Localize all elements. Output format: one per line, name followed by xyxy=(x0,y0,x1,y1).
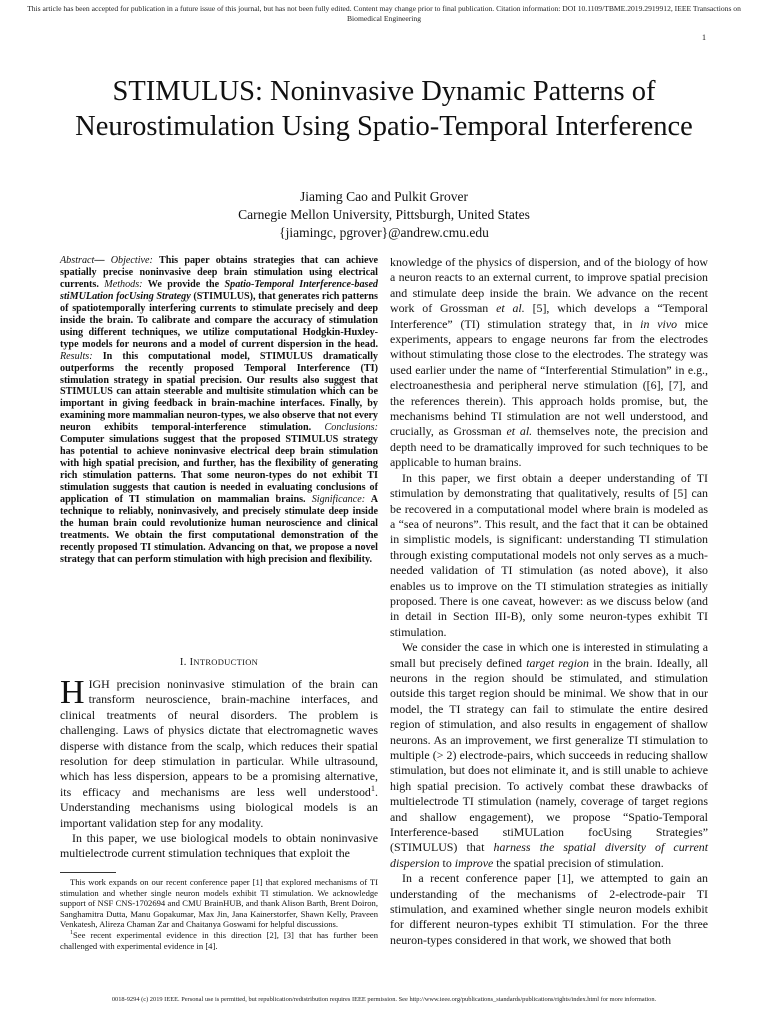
intro-p1-text: IGH precision noninvasive stimulation of the brain can transform neuroscience, brain-machine interfaces, and clinical treatments of neural disorders. The problem is challenging. Laws of physics dictate that electromagnetic waves disperse with distance from the scalp, which reduces their spatial resolution for deep stimulation in particular. While ultrasound, which has less dispersion, appears to be a promising alternative, its efficacy and mechanisms are less well understood xyxy=(60,677,378,799)
methods-name: Spatio-Temporal Interference-based stiMULation focUsing Strategy xyxy=(60,278,378,302)
section-title-rest: NTRODUCTION xyxy=(193,657,259,667)
rc-p3-to: to xyxy=(442,855,452,870)
author-names: Jiaming Cao and Pulkit Grover xyxy=(300,189,468,204)
abstract-lead: Abstract xyxy=(60,255,95,266)
abstract-objective: This paper obtains strategies that can achieve spatially precise noninvasive deep brain stimulation using electrical currents. xyxy=(60,255,378,290)
rc-p3-c: the spatial precision of stimulation. xyxy=(496,855,664,870)
page-number: 1 xyxy=(702,33,706,42)
section-heading-introduction xyxy=(60,657,378,668)
copyright-footer: 0018-9294 (c) 2019 IEEE. Personal use is permitted, but republication/redistribution requires IEEE permission. See http://www.ieee.org/publications_standards/publications/rights/index.html for more information. xyxy=(111,996,657,1003)
rc-p3-improve: improve xyxy=(454,855,494,870)
author-emails: {jiamingc, pgrover}@andrew.cmu.edu xyxy=(279,225,489,240)
methods-post: (STIMULUS), that generates rich patterns of spatiotemporally interfering currents to stimulate precisely and deep inside the brain. To calibrate and compare the accuracy of stimulation using different techniques, we utilize computational Hodgkin-Huxley-type models for neurons and a model of current dispersion in the head. xyxy=(60,290,379,350)
results-label: Results: xyxy=(60,350,93,362)
right-column xyxy=(390,255,708,948)
intro-paragraph-2: In this paper, we use biological models to obtain noninvasive multielectrode current stimulation techniques that exploit the xyxy=(60,831,378,861)
rc-p3-b: in the brain. Ideally, all neurons in the region should be stimulated, and stimulation outside this target region should be minimal. We show that in our model, the TI strategy can fail to stimulate the entire desired region of stimulation, and also results in engagement of shallow neurons. As an improvement, we first generalize TI stimulation to multiple (> 2) electrode-pairs, which succeeds in reducing shallow stimulation, but does not eliminate it, and is still unable to achieve high spatial precision. To actively combat these drawbacks of multielectrode TI stimulation (namely, coverage of target regions and shallow engagement), we propose “Spatio-Temporal Interference-based stiMULation focUsing Strategies” (STIMULUS) that xyxy=(390,655,709,855)
methods-label: Methods: xyxy=(104,278,143,290)
introduction-text xyxy=(60,674,378,862)
right-paragraph-1 xyxy=(390,255,708,471)
rc-p1-d: themselves note, the precision and depth need to be dramatically improved for such techniques to be applicable to human brains. xyxy=(390,424,708,470)
rc-p1-c: mice experiments, appears to engage neurons far from the electrodes without stimulating those close to the electrodes. The strategy was used earlier under the name of “Interferential Stimulation” in e.g., electroanesthesia and peripheral nerve stimulation ([6], [7], and the references therein). This approach holds promise, but, the mechanisms behind TI stimulation are not well understood, and crucially, as Grossman xyxy=(390,316,709,439)
footnote-1-mark: 1 xyxy=(70,930,74,937)
abstract-conclusions: Computer simulations suggest that the proposed STIMULUS strategy has potential to achieve noninvasive electrical deep brain stimulation with high spatial precision, and further, has the flexibility of generating rich stimulation patterns. That some neuron-types do not exhibit TI stimulation suggests that caution is needed in evaluating conclusions of application of TI stimulation on mammalian brains. xyxy=(60,434,378,506)
footnote-ref-1[interactable]: 1 xyxy=(370,783,376,793)
rc-p3-a: We consider the case in which one is interested in stimulating a small but precisely defined xyxy=(390,640,708,670)
abstract-significance: A technique to reliably, noninvasively, and precisely stimulate deep inside the human brain could revolutionize human neuroscience and clinical treatments. We obtain the first computational demonstration of the recently proposed TI stimulation. Advancing on that, we propose a novel strategy that can perform stimulation with high precision and flexibility. xyxy=(60,494,378,565)
footnote-rule xyxy=(60,872,116,873)
right-paragraph-3 xyxy=(390,640,708,871)
abstract: Abstract— Objective: This paper obtains strategies that can achieve spatially precise noninvasive deep brain stimulation using electrical currents. Methods: We provide the Spatio-Temporal Interference-based stiMULation focUsing Strategy (STIMULUS), that generates rich patterns of spatiotemporally interfering currents to stimulate precisely and deep inside the brain. To calibrate and compare the accuracy of stimulation using different techniques, we utilize computational Hodgkin-Huxley-type models for neurons and a model of current dispersion in the head. Results: In this computational model, STIMULUS dramatically outperforms the recently proposed Temporal Interference (TI) stimulation strategy in spatial precision. Our results also suggest that STIMULUS can attain steerable and multisite stimulation which can be important in giving feedback in brain-machine interfaces. Finally, by examining more mammalian neuron-types, we also observe that not every neuron exhibits temporal-interference stimulation. Conclusions: Computer simulations suggest that the proposed STIMULUS strategy has potential to achieve noninvasive electrical deep brain stimulation with high spatial precision, and further, has the flexibility of generating rich stimulation patterns. That some neuron-types do not exhibit TI stimulation suggests that caution is needed in evaluating conclusions of application of TI stimulation on mammalian brains. Significance: A technique to reliably, noninvasively, and precisely stimulate deep inside the human brain could revolutionize human neuroscience and clinical treatments. We obtain the first computational demonstration of the recently proposed TI stimulation. Advancing on that, we propose a novel strategy that can perform stimulation with high precision and flexibility. xyxy=(60,255,379,565)
right-paragraph-2: In this paper, we first obtain a deeper understanding of TI stimulation by demonstrating that qualitatively, results of [5] can be recovered in a computational model where brain is modeled as a “sea of neurons”. This result, and the fact that it can be obtained in simplistic models, is significant: understanding TI stimulation through existing computational models not only serves as a much-needed validation of TI stimulation (as noted above), it also enables us to improve on the TI stimulation strategies as initially proposed. There is one caveat, however: as we discuss below (and in detail in Section III-B), only some neuron-types exhibit TI stimulation. xyxy=(390,470,708,639)
drop-cap: H xyxy=(60,674,85,711)
right-paragraph-4: In a recent conference paper [1], we attempted to gain an understanding of the mechanisms of 2-electrode-pair TI stimulation, and examined whether single neuron models exhibit for different neuron-types exhibit TI stimulation. For the three neuron-types considered in that work, we showed that both xyxy=(390,871,708,947)
paper-title: STIMULUS: Noninvasive Dynamic Patterns of Neurostimulation Using Spatio-Temporal Interference xyxy=(75,76,693,142)
funding-footnote: This work expands on our recent conference paper [1] that explored mechanisms of TI stimulation and whether single neuron models exhibit TI stimulation. We acknowledge support of NSF CNS-1702694 and CMU BrainHUB, and thank Alison Barth, Brent Doiron, Sanghamitra Dutta, Manu Gopakumar, Max Jin, Jana Kainerstorfer, Shawn Kelly, Praveen Venkatesh, Alireza Chaman Zar and Chaitanya Goswami for helpful discussions. xyxy=(60,877,378,930)
intro-p1-end: . Understanding mechanisms using biological models is an important validation step for any modality. xyxy=(60,784,378,830)
rc-p1-a: knowledge of the physics of dispersion, and of the biology of how a neuron reacts to an external current, to improve spatial precision and stimulate deep inside the brain. We advance on the recent work of Grossman xyxy=(390,255,708,316)
abstract-results: In this computational model, STIMULUS dramatically outperforms the recently proposed Temporal Interference (TI) stimulation strategy in spatial precision. Our results also suggest that STIMULUS can attain steerable and multisite stimulation which can be important in giving feedback in brain-machine interfaces. Finally, by examining more mammalian neuron-types, we also observe that not every neuron exhibits temporal-interference stimulation. xyxy=(60,350,378,434)
rc-p3-target: target region xyxy=(526,655,589,670)
author-affiliation: Carnegie Mellon University, Pittsburgh, United States xyxy=(238,207,530,222)
author-block xyxy=(40,188,728,242)
section-title-initial: I xyxy=(189,657,194,668)
footnotes xyxy=(60,872,378,951)
rc-p1-etal-2: et al. xyxy=(506,424,533,439)
rc-p3-harness: harness the spatial diversity of current dispersion xyxy=(390,840,708,870)
footnote-1 xyxy=(60,930,378,951)
rc-p1-invivo: in vivo xyxy=(640,316,678,331)
intro-paragraph-1 xyxy=(60,674,378,831)
methods-pre: We provide the xyxy=(147,278,220,290)
objective-label: Objective: xyxy=(110,255,153,266)
publication-notice: This article has been accepted for publication in a future issue of this journal, but has not been fully edited. Content may change prior to final publication. Citation information: DOI 10.1109/TBME.2019.2919912, IEEE Transactions on Biomedical Engineering xyxy=(27,4,741,23)
rc-p1-b: [5], which develops a “Temporal Interference” (TI) stimulation strategy that, in xyxy=(390,301,708,331)
significance-label: Significance: xyxy=(311,494,366,506)
section-number: I. xyxy=(179,657,187,668)
conclusions-label: Conclusions: xyxy=(324,422,378,434)
footnote-1-text: See recent experimental evidence in this direction [2], [3] that has further been challenged with experimental evidence in [4]. xyxy=(60,929,378,951)
rc-p1-etal: et al. xyxy=(496,301,525,316)
